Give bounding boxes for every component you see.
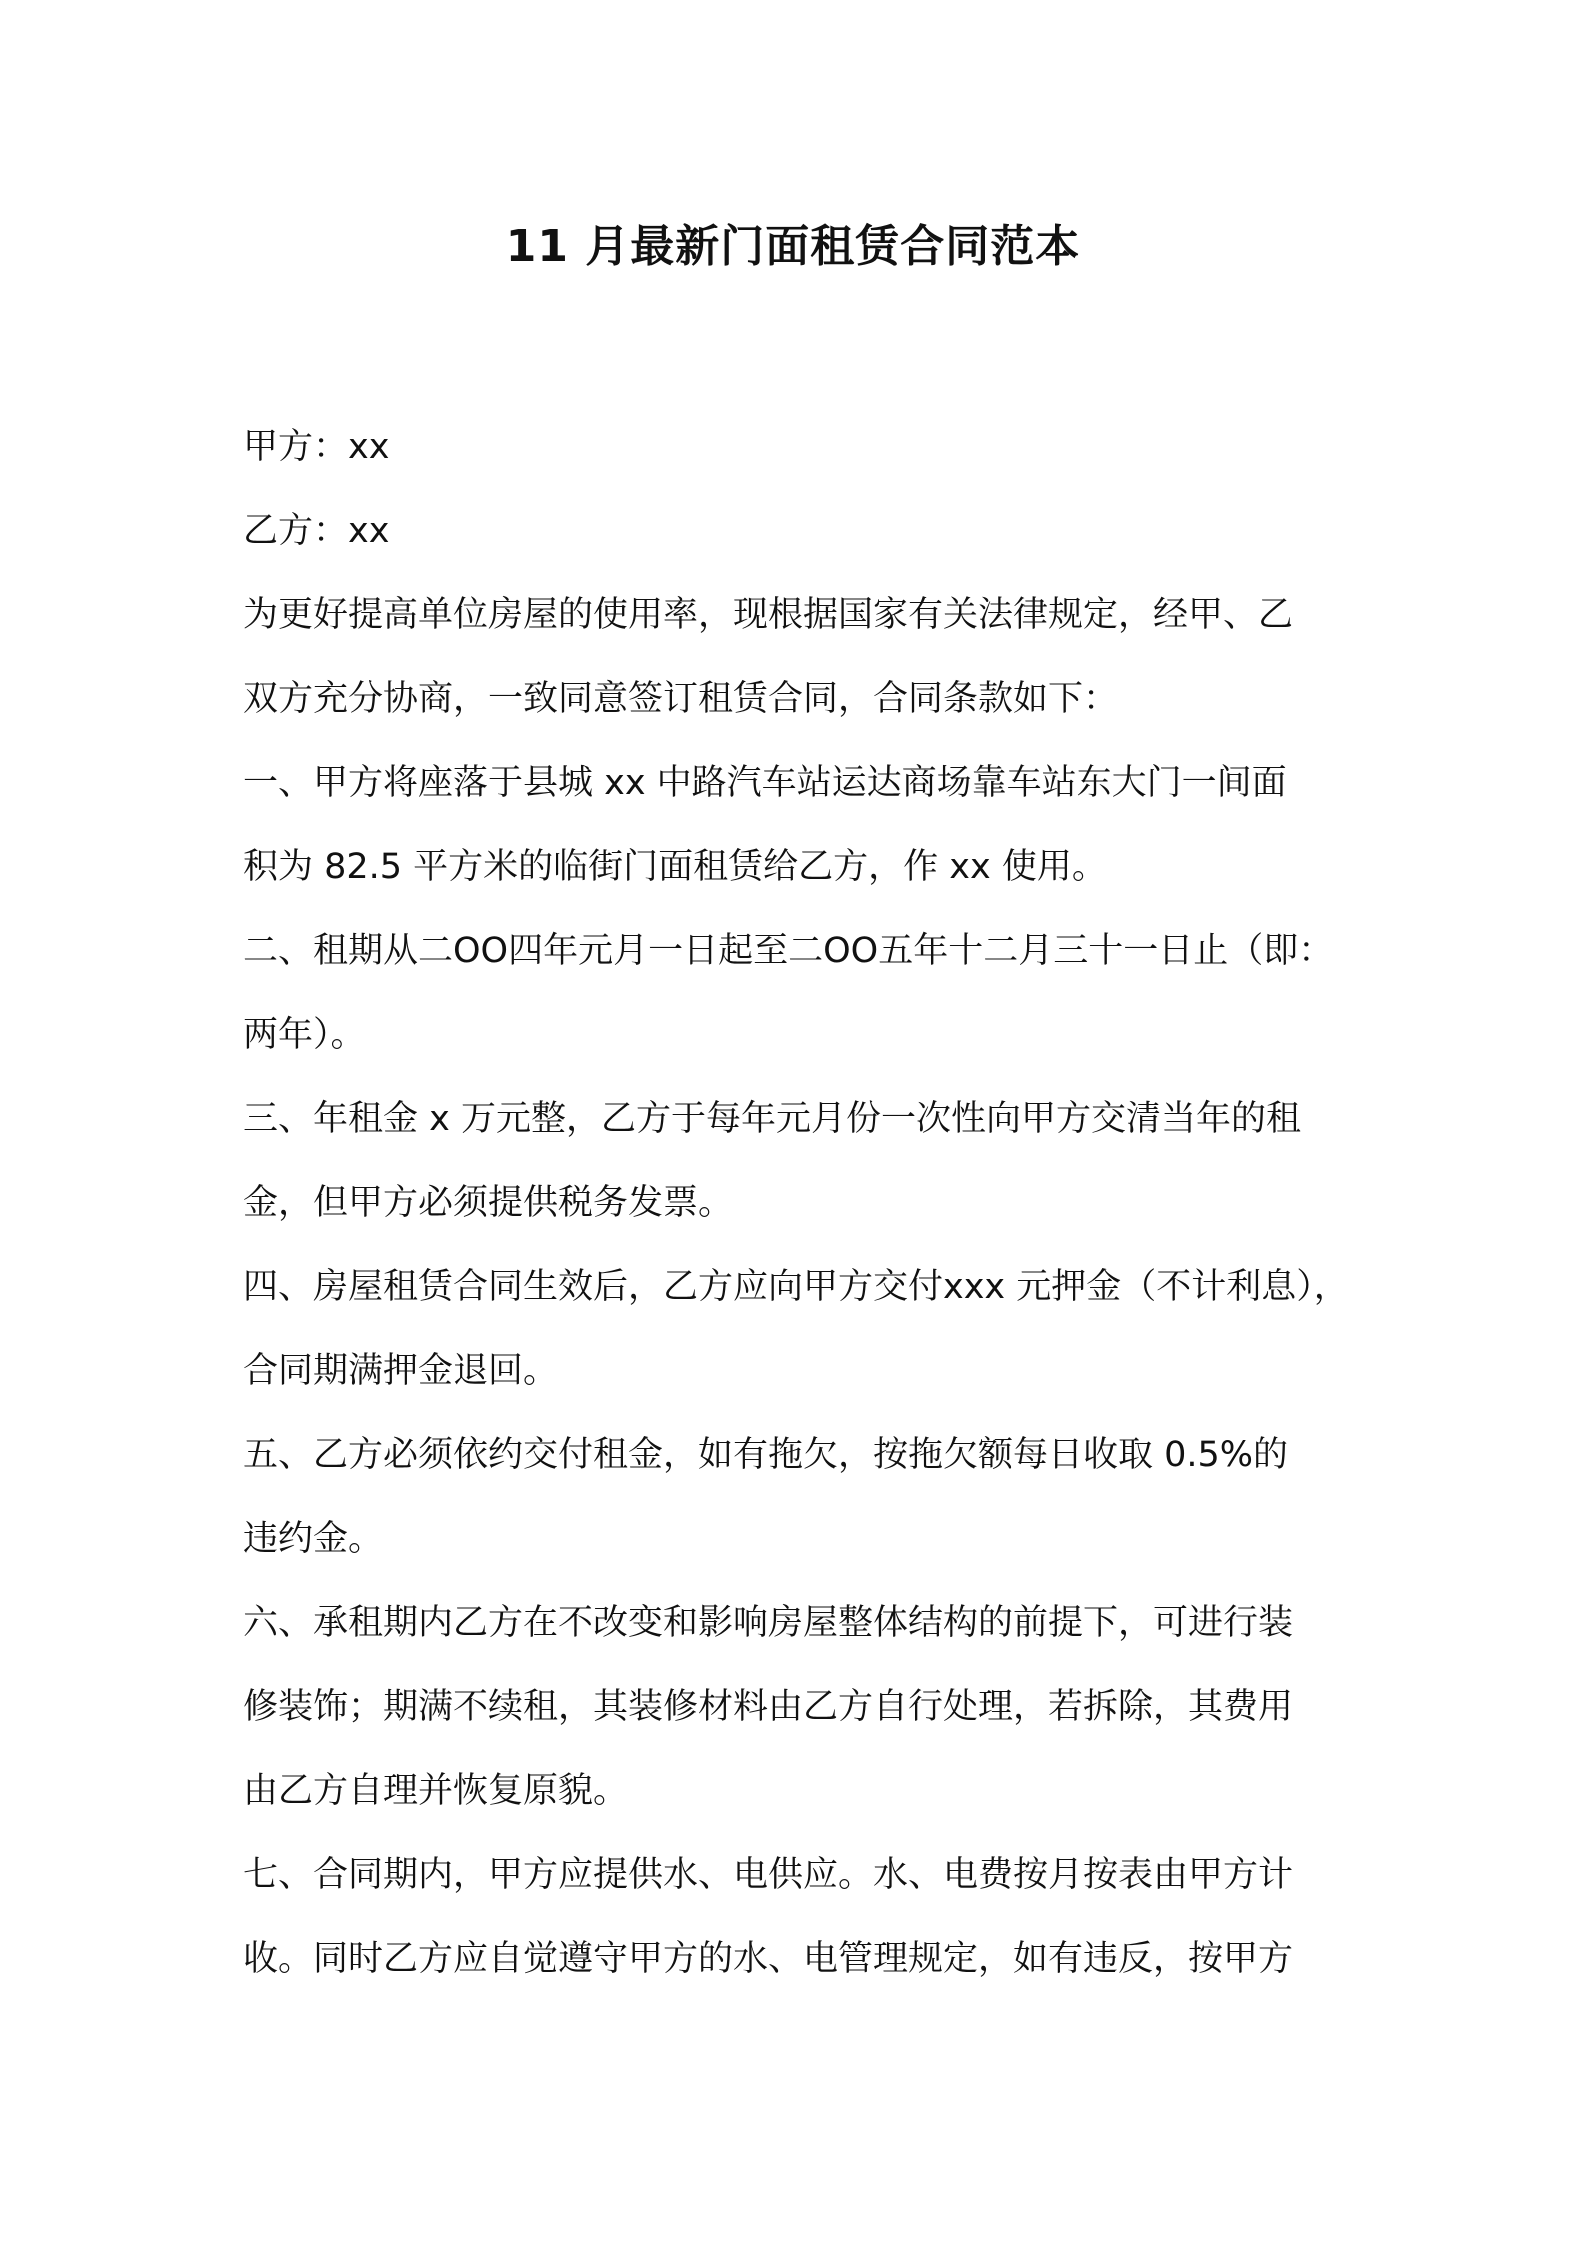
party-b-line: 乙方：xx: [243, 511, 390, 551]
clause-6-line-1: 六、承租期内乙方在不改变和影响房屋整体结构的前提下，可进行装: [243, 1603, 1294, 1643]
preamble-line-1: 为更好提高单位房屋的使用率，现根据国家有关法律规定，经甲、乙: [243, 595, 1294, 635]
clause-5-line-2: 违约金。: [243, 1519, 384, 1559]
clause-1-line-1: 一、甲方将座落于县城 xx 中路汽车站运达商场靠车站东大门一间面: [243, 763, 1287, 803]
clause-4-line-1: 四、房屋租赁合同生效后，乙方应向甲方交付xxx 元押金（不计利息），: [243, 1267, 1349, 1307]
clause-2-line-2: 两年）。: [243, 1015, 366, 1055]
clause-6-line-2: 修装饰；期满不续租，其装修材料由乙方自行处理，若拆除，其费用: [243, 1687, 1294, 1727]
clause-4-line-2: 合同期满押金退回。: [243, 1351, 559, 1391]
clause-1-line-2: 积为 82.5 平方米的临街门面租赁给乙方，作 xx 使用。: [243, 847, 1107, 887]
clause-2-line-1: 二、租期从二OO四年元月一日起至二OO五年十二月三十一日止（即：: [243, 931, 1334, 971]
clause-5-line-1: 五、乙方必须依约交付租金，如有拖欠，按拖欠额每日收取 0.5%的: [243, 1435, 1289, 1475]
clause-3-line-2: 金，但甲方必须提供税务发票。: [243, 1183, 734, 1223]
contract-body: [243, 405, 1363, 2001]
document-title: 11 月最新门面租赁合同范本: [505, 221, 1081, 272]
preamble-line-2: 双方充分协商，一致同意签订租赁合同，合同条款如下：: [243, 679, 1119, 719]
clause-7-line-2: 收。同时乙方应自觉遵守甲方的水、电管理规定，如有违反，按甲方: [243, 1939, 1294, 1979]
clause-3-line-1: 三、年租金 x 万元整，乙方于每年元月份一次性向甲方交清当年的租: [243, 1099, 1301, 1139]
party-a-line: 甲方：xx: [243, 427, 390, 467]
clause-7-line-1: 七、合同期内，甲方应提供水、电供应。水、电费按月按表由甲方计: [243, 1855, 1294, 1895]
clause-6-line-3: 由乙方自理并恢复原貌。: [243, 1771, 629, 1811]
